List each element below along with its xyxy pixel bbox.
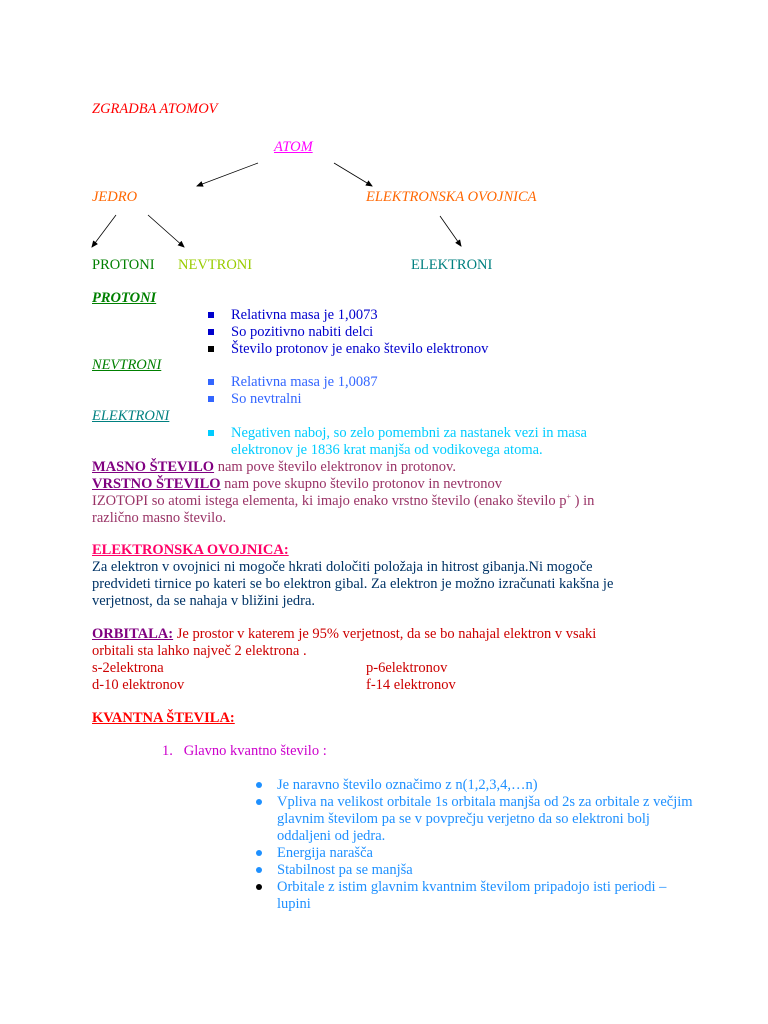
- list-item: [208, 442, 587, 459]
- list-item: [208, 341, 488, 358]
- kvantna-list: [254, 777, 694, 913]
- elektroni-heading: ELEKTRONI: [92, 408, 170, 424]
- elektroni-list: [208, 425, 587, 459]
- orbitala-line1: [92, 626, 596, 643]
- vrstno-term: VRSTNO ŠTEVILO: [92, 476, 221, 492]
- orbitala-f: f-14 elektronov: [366, 677, 456, 693]
- dot-bullet-icon: [256, 782, 262, 788]
- page-title: ZGRADBA ATOMOV: [92, 101, 218, 117]
- masno-term: MASNO ŠTEVILO: [92, 459, 215, 475]
- list-item-text: Stabilnost pa se manjša: [277, 862, 413, 878]
- kvantna-numbered-item: 1. Glavno kvantno število :: [162, 743, 327, 759]
- list-item-text: Relativna masa je 1,0073: [231, 307, 378, 323]
- list-item-text: elektronov je 1836 krat manjša od vodikovega atoma.: [231, 442, 543, 458]
- list-item: [254, 879, 694, 913]
- list-item-text: So pozitivno nabiti delci: [231, 324, 374, 340]
- diagram-arrows: [0, 0, 768, 300]
- orbitala-d: d-10 elektronov: [92, 677, 185, 693]
- masno-stevilo: [92, 459, 456, 476]
- nevtroni-heading: NEVTRONI: [92, 357, 162, 373]
- arrow-atom-ovojnica: [334, 163, 372, 186]
- list-item-text: Vpliva na velikost orbitale 1s orbitala manjša od 2s za orbitale z večjim glavnim številom pa se v povprečju verjetno da so elektroni bolj oddaljeni od jedra.: [277, 794, 693, 844]
- dot-bullet-icon: [256, 867, 262, 873]
- diagram-root-atom: ATOM: [274, 139, 313, 155]
- list-item: [254, 777, 694, 794]
- list-item: [208, 391, 378, 408]
- arrow-jedro-protoni: [92, 215, 116, 247]
- ovojnica-line2: predvideti tirnice po kateri se bo elektron gibal. Za elektron je možno izračunati kakšna je: [92, 576, 614, 592]
- orbitala-line2: orbitali sta lahko največ 2 elektrona .: [92, 643, 307, 659]
- izotopi-text-end: ) in: [571, 493, 595, 509]
- square-bullet-icon: [208, 312, 214, 318]
- nevtroni-list: [208, 374, 378, 408]
- masno-text: nam pove število elektronov in protonov.: [214, 459, 456, 475]
- orbitala-text: Je prostor v katerem je 95% verjetnost, da se bo nahajal elektron v vsaki: [173, 626, 597, 642]
- list-item-text: Število protonov je enako število elektronov: [231, 341, 489, 357]
- list-item: [208, 307, 488, 324]
- izotopi-line2: različno masno število.: [92, 510, 227, 526]
- list-item: [254, 845, 694, 862]
- izotopi-line1: [92, 493, 594, 510]
- list-item-text: Je naravno število označimo z n(1,2,3,4,…n): [277, 777, 538, 793]
- diagram-nevtroni: NEVTRONI: [178, 257, 253, 273]
- square-bullet-icon: [208, 396, 214, 402]
- orbitala-s: s-2elektrona: [92, 660, 164, 676]
- vrstno-text: nam pove skupno število protonov in nevtronov: [220, 476, 503, 492]
- dot-bullet-icon: [256, 850, 262, 856]
- square-bullet-icon: [208, 329, 214, 335]
- list-item-text: Orbitale z istim glavnim kvantnim številom pripadojo isti periodi – lupini: [277, 879, 667, 912]
- orbitala-term: ORBITALA:: [92, 626, 174, 642]
- list-item-text: Relativna masa je 1,0087: [231, 374, 378, 390]
- arrow-jedro-nevtroni: [148, 215, 184, 247]
- orbitala-p: p-6elektronov: [366, 660, 448, 676]
- protoni-list: [208, 307, 488, 358]
- list-item-text: Energija narašča: [277, 845, 373, 861]
- square-bullet-icon: [208, 379, 214, 385]
- ovojnica-line3: verjetnost, da se nahaja v bližini jedra.: [92, 593, 316, 609]
- diagram-ovojnica: ELEKTRONSKA OVOJNICA: [366, 189, 537, 205]
- dot-bullet-icon: [256, 884, 262, 890]
- list-item: [208, 425, 587, 442]
- ovojnica-line1: Za elektron v ovojnici ni mogoče hkrati določiti položaja in hitrost gibanja.Ni mogoče: [92, 559, 593, 575]
- izotopi-sup: +: [566, 492, 572, 502]
- diagram-jedro: JEDRO: [92, 189, 138, 205]
- diagram-protoni: PROTONI: [92, 257, 155, 273]
- protoni-heading: PROTONI: [92, 290, 157, 306]
- arrow-atom-jedro: [197, 163, 258, 186]
- vrstno-stevilo: [92, 476, 502, 493]
- diagram-elektroni: ELEKTRONI: [411, 257, 493, 273]
- list-item-text: Negativen naboj, so zelo pomembni za nastanek vezi in masa: [231, 425, 587, 441]
- list-item: [254, 794, 694, 845]
- arrow-ovojnica-elektroni: [440, 216, 461, 246]
- kvantna-heading: KVANTNA ŠTEVILA:: [92, 710, 235, 726]
- list-item: [254, 862, 694, 879]
- list-item: [208, 374, 378, 391]
- list-item-text: So nevtralni: [231, 391, 302, 407]
- square-bullet-icon: [208, 430, 214, 436]
- dot-bullet-icon: [256, 799, 262, 805]
- izotopi-text: IZOTOPI so atomi istega elementa, ki imajo enako vrstno število (enako število p: [92, 493, 567, 509]
- list-item: [208, 324, 488, 341]
- square-bullet-icon: [208, 346, 214, 352]
- ovojnica-heading: ELEKTRONSKA OVOJNICA:: [92, 542, 289, 558]
